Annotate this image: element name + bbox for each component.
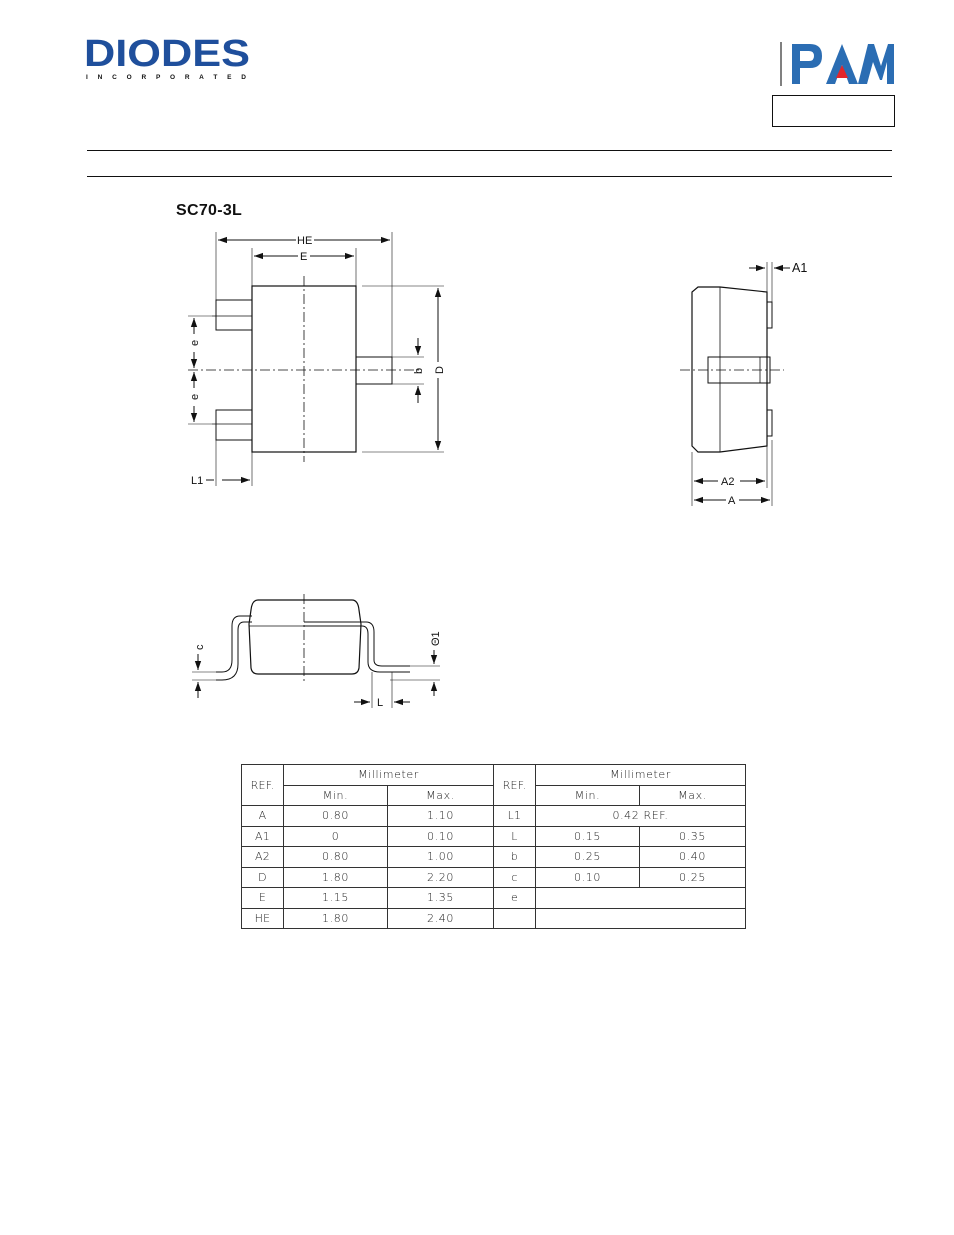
table-cell-ref: E bbox=[242, 888, 284, 909]
table-row bbox=[242, 826, 746, 847]
table-cell-max: 0.25 bbox=[640, 867, 746, 888]
label-l1: L1 bbox=[191, 475, 204, 487]
side-view bbox=[680, 262, 790, 506]
unit-header: Millimeter bbox=[536, 765, 746, 786]
label-a: A bbox=[728, 495, 736, 507]
label-e-pitch-top: e bbox=[189, 339, 201, 346]
table-cell-min: 0.10 bbox=[536, 867, 640, 888]
label-he: HE bbox=[297, 235, 313, 247]
package-title: SC70-3L bbox=[176, 202, 243, 219]
diodes-tagline: I N C O R P O R A T E D bbox=[86, 74, 246, 81]
table-cell-max: 0.10 bbox=[388, 826, 494, 847]
max-header: Max. bbox=[640, 785, 746, 806]
table-cell-min: 0.25 bbox=[536, 847, 640, 868]
label-c: c bbox=[194, 644, 206, 650]
min-header: Min. bbox=[284, 785, 388, 806]
table-row bbox=[242, 806, 746, 827]
table-cell-ref: HE bbox=[242, 908, 284, 929]
table-cell-max: 1.00 bbox=[388, 847, 494, 868]
ref-header: REF. bbox=[242, 765, 284, 806]
table-cell-max: 2.20 bbox=[388, 867, 494, 888]
table-header-row bbox=[242, 765, 746, 786]
front-view bbox=[192, 594, 440, 708]
table-row bbox=[242, 847, 746, 868]
side-view-labels bbox=[721, 261, 807, 507]
table-cell-min: 1.80 bbox=[284, 867, 388, 888]
table-cell-ref: A2 bbox=[242, 847, 284, 868]
table-cell-ref: L bbox=[494, 826, 536, 847]
label-d: D bbox=[434, 366, 446, 374]
top-view-labels bbox=[189, 235, 446, 487]
table-cell-min: 0 bbox=[284, 826, 388, 847]
table-cell-max: 0.40 bbox=[640, 847, 746, 868]
table-cell-ref: A bbox=[242, 806, 284, 827]
table-cell-ref: b bbox=[494, 847, 536, 868]
label-l: L bbox=[377, 697, 384, 709]
table-cell-ref: D bbox=[242, 867, 284, 888]
table-cell-min: 0.80 bbox=[284, 847, 388, 868]
diodes-logo-text: DIODES bbox=[84, 36, 250, 75]
top-view bbox=[188, 232, 444, 486]
table-cell-max: 2.40 bbox=[388, 908, 494, 929]
table-cell-ref bbox=[494, 908, 536, 929]
table-cell-max: 1.35 bbox=[388, 888, 494, 909]
label-b: b bbox=[413, 367, 425, 374]
table-cell-min: 0.80 bbox=[284, 806, 388, 827]
table-cell-min: 1.80 bbox=[284, 908, 388, 929]
dimension-table bbox=[241, 764, 746, 929]
label-a2: A2 bbox=[721, 476, 735, 488]
table-cell-value bbox=[536, 888, 746, 909]
table-cell-ref: A1 bbox=[242, 826, 284, 847]
table-cell-min: 0.15 bbox=[536, 826, 640, 847]
table-cell-value bbox=[536, 908, 746, 929]
table-cell-value: 0.42 REF. bbox=[536, 806, 746, 827]
label-e-pitch-bottom: e bbox=[189, 393, 201, 400]
table-row bbox=[242, 867, 746, 888]
table-cell-ref: e bbox=[494, 888, 536, 909]
table-cell-max: 0.35 bbox=[640, 826, 746, 847]
label-a1: A1 bbox=[792, 261, 808, 275]
table-cell-min: 1.15 bbox=[284, 888, 388, 909]
label-theta1: Θ1 bbox=[430, 631, 442, 646]
table-cell-max: 1.10 bbox=[388, 806, 494, 827]
ref-header: REF. bbox=[494, 765, 536, 806]
table-cell-ref: L1 bbox=[494, 806, 536, 827]
table-row bbox=[242, 888, 746, 909]
table-cell-ref: c bbox=[494, 867, 536, 888]
table-row bbox=[242, 908, 746, 929]
max-header: Max. bbox=[388, 785, 494, 806]
front-view-labels bbox=[194, 631, 442, 709]
min-header: Min. bbox=[536, 785, 640, 806]
label-e-body: E bbox=[300, 251, 308, 263]
unit-header: Millimeter bbox=[284, 765, 494, 786]
